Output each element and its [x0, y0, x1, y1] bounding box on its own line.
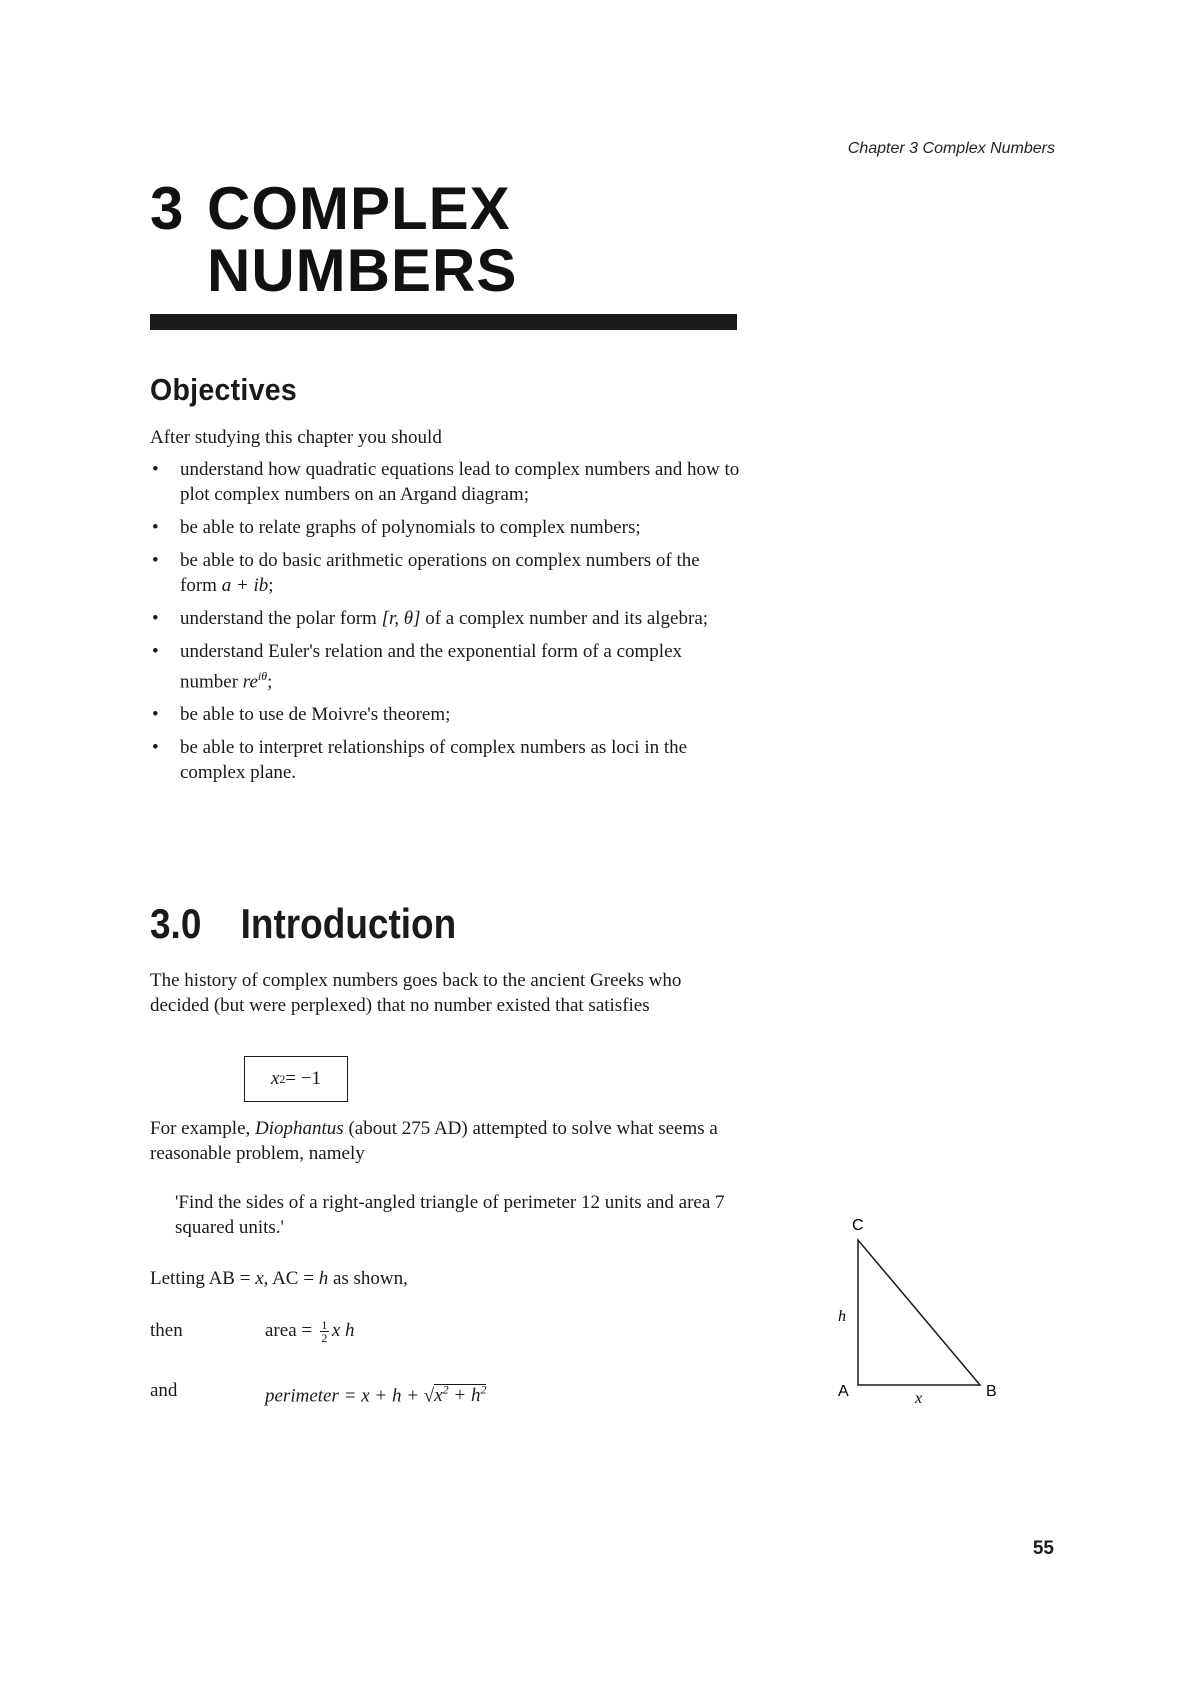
chapter-title — [150, 175, 518, 304]
chapter-title-line1: COMPLEX — [207, 175, 511, 242]
then-label: then — [150, 1320, 183, 1341]
boxed-equation: x 2 = −1 — [244, 1056, 348, 1102]
list-item: • be able to use de Moivre's theorem; — [152, 704, 451, 726]
list-item: • understand Euler's relation and the exponential form of a complex number $re^{i\theta}$; — [152, 641, 683, 693]
list-item: • be able to relate graphs of polynomials to complex numbers; — [152, 517, 641, 538]
and-label: and — [150, 1380, 178, 1401]
problem-quote: 'Find the sides of a right-angled triangle of perimeter 12 units and area 7 squared units.' — [175, 1192, 725, 1238]
right-triangle-diagram — [820, 1200, 1020, 1420]
diophantus-paragraph: For example, Diophantus (about 275 AD) attempted to solve what seems a reasonable problem, namely — [150, 1118, 718, 1164]
vertex-c-label: C — [852, 1217, 864, 1234]
list-item: • be able to do basic arithmetic operations on complex numbers of the form a + ib; — [152, 550, 700, 596]
vertex-b-label: B — [986, 1383, 997, 1400]
intro-paragraph: The history of complex numbers goes back to the ancient Greeks who decided (but were perplexed) that no number existed that satisfies — [150, 970, 682, 1016]
area-equation: area = $\frac{1}{2}$ x h — [265, 1318, 355, 1346]
section-number: 3.0 — [150, 900, 202, 947]
objectives-list — [150, 457, 740, 793]
section-heading — [150, 900, 456, 948]
letting-line: Letting AB = x, AC = h as shown, — [150, 1268, 408, 1289]
list-item: • understand the polar form [r, θ] of a complex number and its algebra; — [152, 608, 709, 629]
chapter-title-line2: NUMBERS — [207, 237, 518, 304]
side-h-label: h — [838, 1308, 846, 1325]
list-item: • be able to interpret relationships of complex numbers as loci in the complex plane. — [152, 737, 688, 784]
objectives-lead: After studying this chapter you should — [150, 427, 442, 448]
page-number: 55 — [1032, 1538, 1054, 1559]
running-header: Chapter 3 Complex Numbers — [847, 140, 1055, 157]
objectives-heading: Objectives — [150, 372, 298, 407]
triangle-shape — [858, 1240, 980, 1385]
side-x-label: x — [915, 1390, 923, 1407]
section-title: Introduction — [240, 900, 457, 947]
list-item: • understand how quadratic equations lead to complex numbers and how to plot complex numbers on an Argand diagram; — [152, 459, 740, 505]
chapter-number: 3 — [150, 175, 185, 242]
perimeter-equation: perimeter = $x + h + √x^2 + h^2$ — [265, 1383, 487, 1407]
title-rule — [150, 314, 737, 330]
vertex-a-label: A — [838, 1383, 849, 1400]
